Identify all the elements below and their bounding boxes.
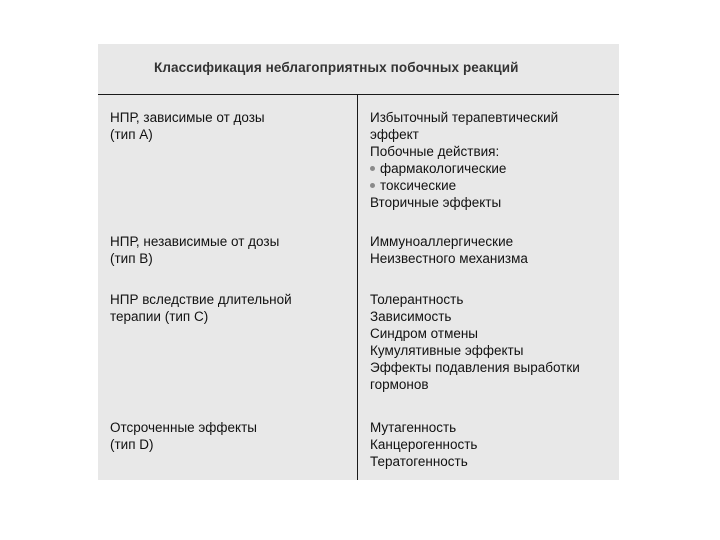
effect-line: Синдром отмены bbox=[370, 326, 479, 341]
bullet-dot-icon bbox=[370, 183, 375, 188]
effect-line: Зависимость bbox=[370, 309, 452, 324]
category-line: терапии (тип С) bbox=[110, 309, 209, 324]
effect-line: Толерантность bbox=[370, 292, 464, 307]
effect-line: эффект bbox=[370, 127, 419, 142]
table-title: Классификация неблагоприятных побочных реакций bbox=[154, 60, 519, 75]
effect-line: Тератогенность bbox=[370, 454, 468, 469]
category-line: (тип В) bbox=[110, 251, 153, 266]
category-line: (тип D) bbox=[110, 437, 154, 452]
category-line: НПР, зависимые от дозы bbox=[110, 110, 265, 125]
row-type-c-category bbox=[110, 291, 292, 325]
table-header bbox=[98, 44, 619, 95]
effect-line: Вторичные эффекты bbox=[370, 195, 502, 210]
bullet-item bbox=[370, 177, 558, 194]
effect-line: Канцерогенность bbox=[370, 437, 478, 452]
row-type-d-category bbox=[110, 419, 257, 453]
bullet-text: фармакологические bbox=[380, 161, 507, 176]
bullet-item bbox=[370, 160, 558, 177]
row-type-a-effects bbox=[370, 109, 558, 211]
row-type-d-effects bbox=[370, 419, 477, 470]
effect-line: Избыточный терапевтический bbox=[370, 110, 559, 125]
effect-line: Побочные действия: bbox=[370, 144, 500, 159]
row-type-a-category bbox=[110, 109, 265, 143]
effect-line: Иммуноаллергические bbox=[370, 234, 514, 249]
classification-table bbox=[98, 44, 619, 480]
bullet-text: токсические bbox=[380, 178, 457, 193]
effect-line: Эффекты подавления выработки bbox=[370, 360, 580, 375]
row-type-c-effects bbox=[370, 291, 580, 393]
row-type-b-category bbox=[110, 233, 279, 267]
bullet-dot-icon bbox=[370, 166, 375, 171]
effect-line: Кумулятивные эффекты bbox=[370, 343, 524, 358]
effect-line: Неизвестного механизма bbox=[370, 251, 528, 266]
category-line: Отсроченные эффекты bbox=[110, 420, 257, 435]
effect-line: гормонов bbox=[370, 377, 429, 392]
row-type-b-effects bbox=[370, 233, 528, 267]
effect-line: Мутагенность bbox=[370, 420, 457, 435]
category-line: НПР, независимые от дозы bbox=[110, 234, 280, 249]
category-line: НПР вследствие длительной bbox=[110, 292, 292, 307]
column-divider bbox=[357, 95, 358, 480]
category-line: (тип А) bbox=[110, 127, 153, 142]
